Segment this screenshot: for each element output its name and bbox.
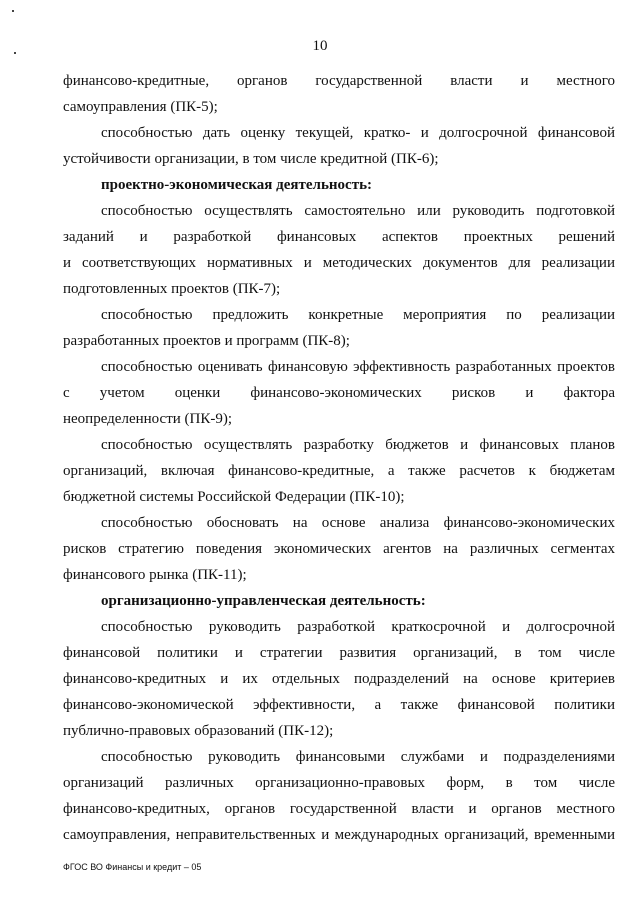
text-line: финансово-кредитных, органов государственной власти и органов местного (63, 801, 615, 817)
paragraph (63, 354, 615, 432)
text-line: способностью обосновать на основе анализа финансово-экономических (101, 515, 615, 531)
text-line: бюджетной системы Российской Федерации (ПК-10); (63, 489, 405, 505)
scan-mark (12, 10, 14, 12)
text-line: и соответствующих нормативных и методических документов для реализации (63, 255, 615, 271)
paragraph (63, 614, 615, 744)
text-line: организаций, включая финансово-кредитные, а также расчетов к бюджетам (63, 463, 615, 479)
text-line: финансового рынка (ПК-11); (63, 567, 247, 583)
text-line: разработанных проектов и программ (ПК-8); (63, 333, 350, 349)
text-line: самоуправления, неправительственных и международных организаций, временными (63, 827, 615, 843)
paragraph (63, 198, 615, 302)
paragraph (63, 302, 615, 354)
heading-text: организационно-управленческая деятельность: (101, 593, 426, 609)
text-line: рисков стратегию поведения экономических агентов на различных сегментах (63, 541, 615, 557)
paragraph (63, 510, 615, 588)
text-line: самоуправления (ПК-5); (63, 99, 218, 115)
text-line: с учетом оценки финансово-экономических рисков и фактора (63, 385, 615, 401)
paragraph (63, 744, 615, 848)
paragraph (63, 432, 615, 510)
section-heading (63, 172, 615, 198)
section-heading (63, 588, 615, 614)
text-line: способностью осуществлять самостоятельно или руководить подготовкой (101, 203, 615, 219)
text-line: финансово-кредитных и их отдельных подразделений на основе критериев (63, 671, 615, 687)
heading-text: проектно-экономическая деятельность: (101, 177, 373, 193)
document-body (63, 68, 615, 848)
text-line: способностью осуществлять разработку бюджетов и финансовых планов (101, 437, 615, 453)
footer-note: ФГОС ВО Финансы и кредит – 05 (63, 862, 202, 872)
text-line: финансово-кредитные, органов государственной власти и местного (63, 73, 615, 89)
text-line: финансовой политики и стратегии развития организаций, в том числе (63, 645, 615, 661)
text-line: организаций различных организационно-правовых форм, в том числе (63, 775, 615, 791)
page-number: 10 (312, 38, 328, 54)
paragraph (63, 120, 615, 172)
text-line: способностью руководить финансовыми службами и подразделениями (101, 749, 615, 765)
paragraph (63, 68, 615, 120)
text-line: способностью оценивать финансовую эффективность разработанных проектов (101, 359, 615, 375)
text-line: способностью дать оценку текущей, кратко- и долгосрочной финансовой (101, 125, 615, 141)
text-line: публично-правовых образований (ПК-12); (63, 723, 334, 739)
text-line: заданий и разработкой финансовых аспектов проектных решений (63, 229, 615, 245)
text-line: способностью руководить разработкой краткосрочной и долгосрочной (101, 619, 615, 635)
text-line: финансово-экономической эффективности, а также финансовой политики (63, 697, 615, 713)
text-line: неопределенности (ПК-9); (63, 411, 233, 427)
text-line: устойчивости организации, в том числе кредитной (ПК-6); (63, 151, 439, 167)
text-line: подготовленных проектов (ПК-7); (63, 281, 281, 297)
text-line: способностью предложить конкретные мероприятия по реализации (101, 307, 615, 323)
